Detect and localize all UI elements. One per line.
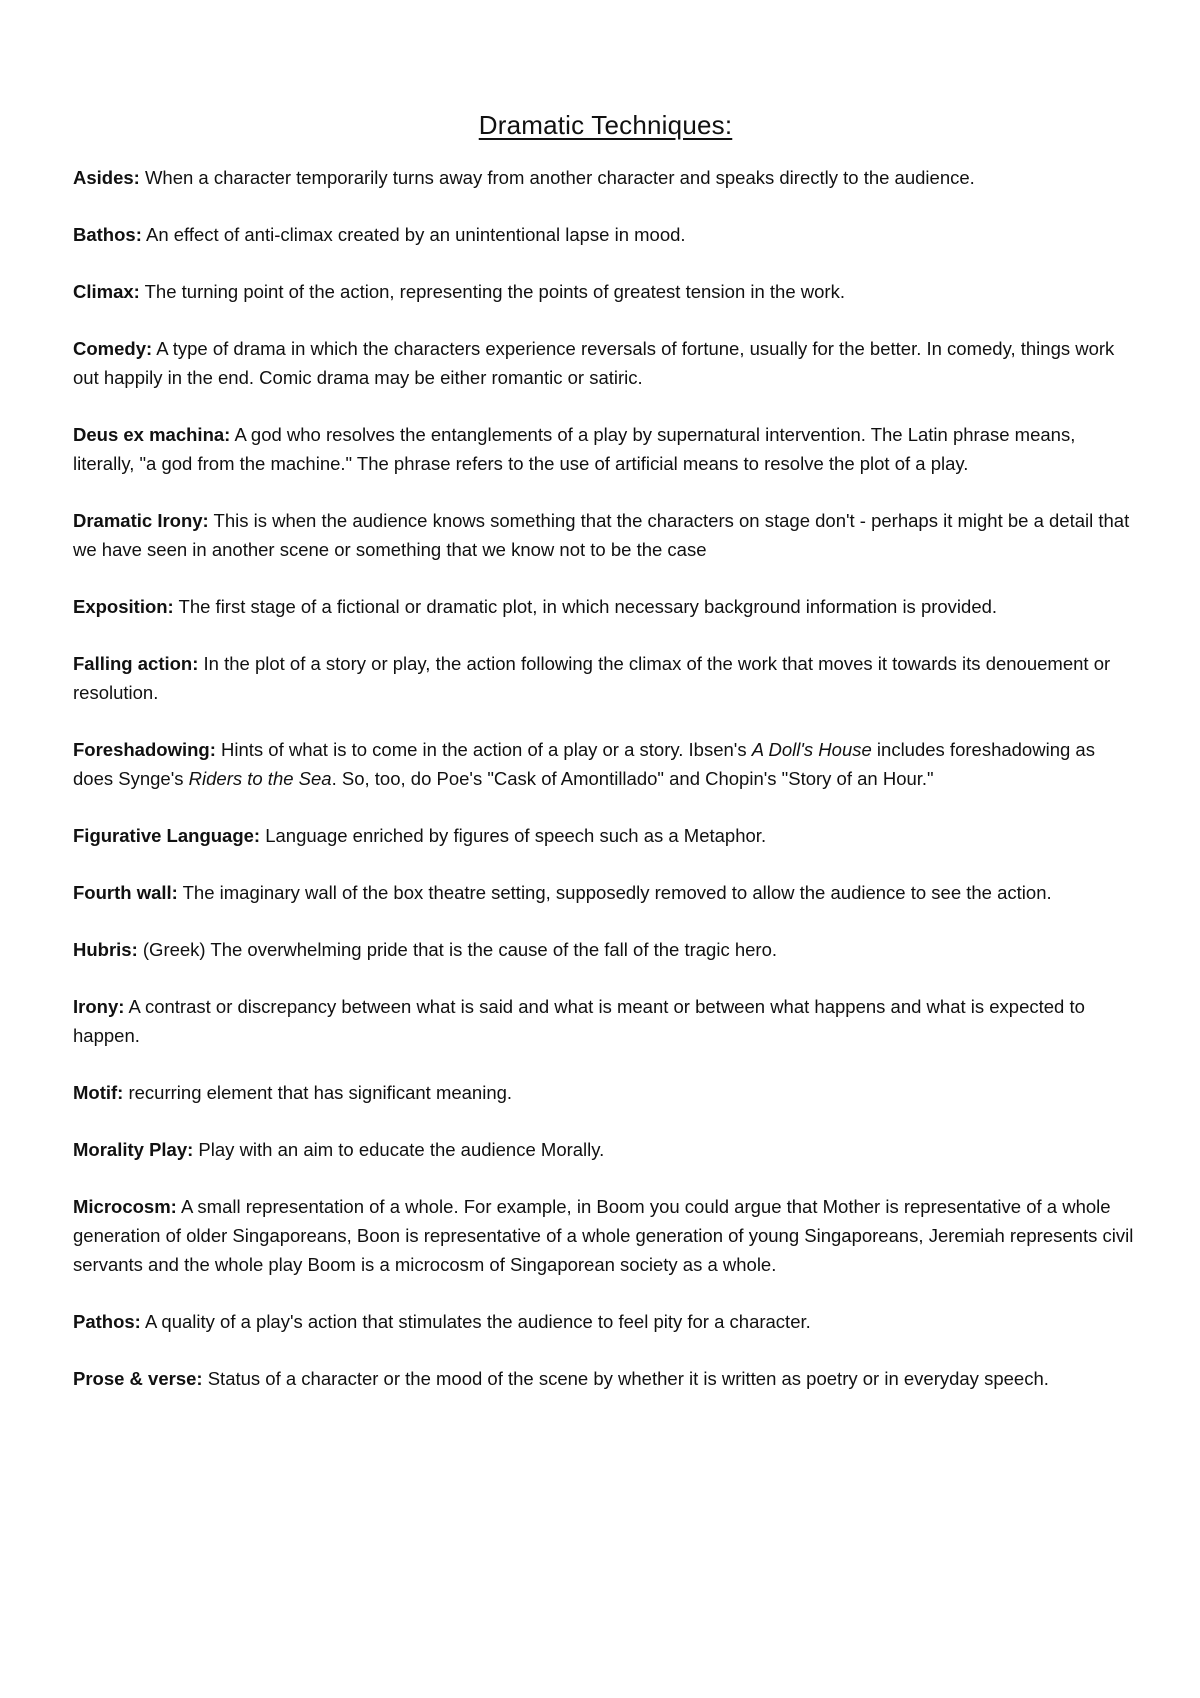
entry-bathos: [73, 220, 1138, 249]
term-label: Irony:: [73, 996, 125, 1017]
term-definition: This is when the audience knows something that the characters on stage don't - perhaps it might be a detail that we have seen in another scene or something that we know not to be the case: [73, 510, 1130, 560]
term-definition: A quality of a play's action that stimulates the audience to feel pity for a character.: [140, 1311, 811, 1332]
term-definition: The turning point of the action, representing the points of greatest tension in the work.: [139, 281, 845, 302]
term-definition: A god who resolves the entanglements of a play by supernatural intervention. The Latin phrase means, literally, "a god from the machine." The phrase refers to the use of artificial means to resolve the plot of a play.: [73, 424, 1076, 474]
term-label: Asides:: [73, 167, 140, 188]
term-definition: An effect of anti-climax created by an unintentional lapse in mood.: [141, 224, 686, 245]
entry-microcosm: [73, 1192, 1138, 1279]
entry-deus-ex-machina: [73, 420, 1138, 478]
term-label: Fourth wall:: [73, 882, 178, 903]
term-label: Figurative Language:: [73, 825, 261, 846]
entry-prose-and-verse: [73, 1364, 1138, 1393]
entry-comedy: [73, 334, 1138, 392]
entry-irony: [73, 992, 1138, 1050]
entry-foreshadowing: [73, 735, 1138, 793]
term-definition: (Greek) The overwhelming pride that is the cause of the fall of the tragic hero.: [137, 939, 778, 960]
entry-climax: [73, 277, 1138, 306]
term-definition: A type of drama in which the characters experience reversals of fortune, usually for the better. In comedy, things work out happily in the end. Comic drama may be either romantic or satiric.: [73, 338, 1115, 388]
term-definition: In the plot of a story or play, the action following the climax of the work that moves it towards its denouement or resolution.: [73, 653, 1111, 703]
term-definition: recurring element that has significant meaning.: [123, 1082, 513, 1103]
term-label: Morality Play:: [73, 1139, 194, 1160]
work-title: A Doll's House: [751, 739, 872, 760]
term-label: Motif:: [73, 1082, 124, 1103]
term-label: Climax:: [73, 281, 140, 302]
term-definition: A small representation of a whole. For example, in Boom you could argue that Mother is representative of a whole generation of older Singaporeans, Boon is representative of a whole generation of young Singaporeans, Jeremiah represents civil servants and the whole play Boom is a microcosm of Singaporean society as a whole.: [73, 1196, 1134, 1275]
entry-fourth-wall: [73, 878, 1138, 907]
term-label: Dramatic Irony:: [73, 510, 209, 531]
work-title: Riders to the Sea: [188, 768, 332, 789]
term-definition: A contrast or discrepancy between what is said and what is meant or between what happens and what is expected to happen.: [73, 996, 1085, 1046]
term-label: Pathos:: [73, 1311, 141, 1332]
term-label: Deus ex machina:: [73, 424, 231, 445]
term-definition-part: . So, too, do Poe's "Cask of Amontillado" and Chopin's "Story of an Hour.": [331, 768, 934, 789]
page-title: Dramatic Techniques:: [478, 110, 733, 140]
entry-asides: [73, 163, 1138, 192]
term-definition: The imaginary wall of the box theatre setting, supposedly removed to allow the audience to see the action.: [177, 882, 1052, 903]
term-label: Comedy:: [73, 338, 153, 359]
entry-morality-play: [73, 1135, 1138, 1164]
entry-dramatic-irony: [73, 506, 1138, 564]
term-definition: The first stage of a fictional or dramatic plot, in which necessary background information is provided.: [173, 596, 998, 617]
entry-falling-action: [73, 649, 1138, 707]
term-definition: Play with an aim to educate the audience Morally.: [193, 1139, 605, 1160]
term-definition-part: includes foreshadowing as does Synge's: [73, 739, 1095, 789]
term-label: Exposition:: [73, 596, 174, 617]
entry-hubris: [73, 935, 1138, 964]
term-label: Microcosm:: [73, 1196, 177, 1217]
term-definition: Language enriched by figures of speech such as a Metaphor.: [260, 825, 767, 846]
entry-exposition: [73, 592, 1138, 621]
entry-motif: [73, 1078, 1138, 1107]
term-label: Bathos:: [73, 224, 142, 245]
term-definition: Status of a character or the mood of the scene by whether it is written as poetry or in everyday speech.: [202, 1368, 1049, 1389]
term-definition-part: Hints of what is to come in the action of a play or a story. Ibsen's: [215, 739, 752, 760]
term-label: Falling action:: [73, 653, 199, 674]
term-label: Hubris:: [73, 939, 138, 960]
term-definition: When a character temporarily turns away from another character and speaks directly to the audience.: [139, 167, 975, 188]
term-label: Prose & verse:: [73, 1368, 203, 1389]
entry-pathos: [73, 1307, 1138, 1336]
entry-figurative-language: [73, 821, 1138, 850]
term-label: Foreshadowing:: [73, 739, 216, 760]
document-page: [73, 110, 1138, 1421]
